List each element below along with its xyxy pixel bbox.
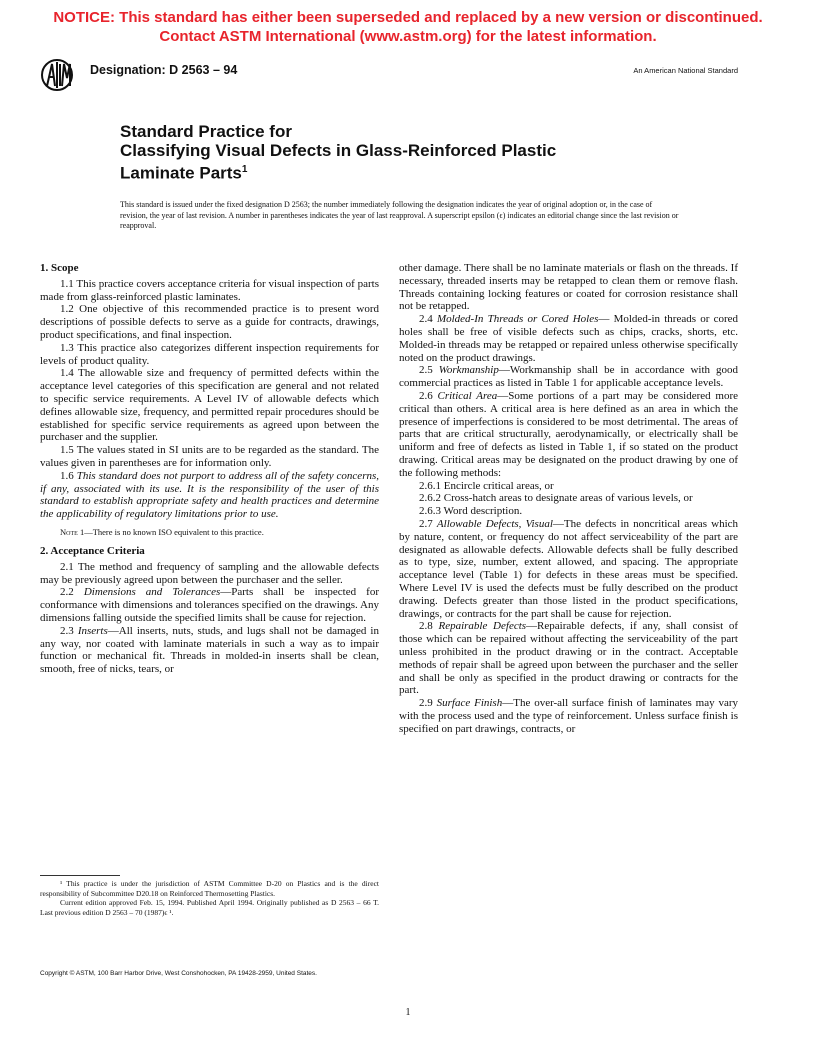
american-national-standard-label: An American National Standard — [633, 66, 738, 75]
paragraph-2-6: 2.6 Critical Area—Some portions of a part may be considered more critical than others. A critical area is here defined as an area in which the presence of imperfections is considered to be most detrimental. The areas of parts that are critical structurally, aerodynamically, or electrically shall be uniform and free of defects as listed in Table 1, if so stated on the product drawing. Critical areas may be designated on the product drawing by one of the following methods: — [399, 389, 739, 479]
title-line-1: Standard Practice for — [120, 122, 292, 141]
footnote-1: ¹ This practice is under the jurisdiction of ASTM Committee D-20 on Plastics and is the direct responsibility of Subcommittee D20.18 on Reinforced Thermosetting Plastics. — [40, 879, 379, 898]
notice-line-1: NOTICE: This standard has either been superseded and replaced by a new version or discontinued. — [53, 9, 763, 26]
designation: Designation: D 2563 – 94 — [90, 63, 238, 77]
notice-line-2: Contact ASTM International (www.astm.org) for the latest information. — [159, 28, 657, 45]
paragraph-2-4: 2.4 Molded-In Threads or Cored Holes— Molded-in threads or cored holes shall be free of visible defects such as chips, cracks, shorts, etc. Molded-in threads may be retapped or repaired unless otherwise specifically noted on the product drawings. — [399, 313, 738, 364]
document-title — [120, 122, 556, 183]
paragraph-2-5: 2.5 Workmanship—Workmanship shall be in accordance with good commercial practices as listed in Table 1 for applicable acceptance levels. — [399, 364, 738, 390]
issuance-statement: This standard is issued under the fixed designation D 2563; the number immediately following the designation indicates the year of original adoption or, in the case of revision, the year of last revision. A number in parentheses indicates the year of last reapproval. A superscript epsilon (ϵ) indicates an editorial change since the last revision or reapproval. — [120, 200, 679, 230]
paragraph-2-8: 2.8 Repairable Defects—Repairable defects, if any, shall consist of those which can be repaired without affecting the serviceability of the part unless prohibited in the product drawing or in the contract. Acceptable methods of repair shall be agreed upon between the purchaser and the seller and shall be only as specified in the product drawing or contracts for the part. — [399, 620, 738, 697]
title-line-2: Classifying Visual Defects in Glass-Reinforced Plastic — [120, 141, 557, 160]
copyright-line: Copyright © ASTM, 100 Barr Harbor Drive, West Conshohocken, PA 19428-2959, United States. — [40, 970, 317, 977]
paragraph-2-1: 2.1 The method and frequency of sampling and the allowable defects may be previously agreed upon between the purchaser and the seller. — [40, 560, 379, 586]
paragraph-2-6-3: 2.6.3 Word description. — [419, 505, 523, 518]
paragraph-1-2: 1.2 One objective of this recommended practice is to present word descriptions of possible defects to serve as a guide for contracts, drawings, product specifications, and final inspection. — [40, 303, 379, 341]
title-footnote-marker: 1 — [241, 164, 248, 175]
paragraph-2-3-continued: other damage. There shall be no laminate materials or flash on the threads. If necessary, threaded inserts may be retapped to clean them or remove flash. Threads containing locking features or coated for corrosion resistance shall not be retapped. — [399, 262, 738, 313]
section-heading-acceptance-criteria: 2. Acceptance Criteria — [40, 544, 145, 557]
paragraph-1-1: 1.1 This practice covers acceptance criteria for visual inspection of parts made from glass-reinforced plastic laminates. — [40, 277, 379, 303]
notice-banner — [0, 8, 816, 46]
right-column — [399, 262, 738, 735]
footnote-divider — [40, 875, 120, 876]
section-heading-scope: 1. Scope — [40, 262, 79, 274]
paragraph-2-6-2: 2.6.2 Cross-hatch areas to designate areas of various levels, or — [419, 492, 693, 505]
paragraph-2-9: 2.9 Surface Finish—The over-all surface finish of laminates may vary with the process used and the type of reinforcement. Unless surface finish is specified on part drawings, contracts, or — [399, 697, 739, 735]
astm-logo-icon — [40, 56, 74, 94]
footnotes — [40, 879, 379, 917]
paragraph-2-6-1: 2.6.1 Encircle critical areas, or — [419, 479, 554, 492]
paragraph-2-7: 2.7 Allowable Defects, Visual—The defects in noncritical areas which by nature, content, or frequency do not affect serviceability of the part are designated as allowable defects. Allowable defects shall be fully described as to type, size, number, extent allowed, and spacing. The appropriate acceptance level (Table 1) for defects in these areas must be specified. Where Level IV is used the defects must be fully described on the product drawing. Defects greater than those listed in the product specifications, drawings, or contracts for the part shall be cause for rejection. — [399, 517, 739, 620]
paragraph-1-4: 1.4 The allowable size and frequency of permitted defects within the acceptance level categories of this specification are general and not related to specific service requirements. A Level IV of allowable defects which defines allowable size, frequency, and permitted repair procedures should be established for specific service requirements as agreed upon between the purchaser and the supplier. — [40, 367, 379, 444]
paragraph-1-5: 1.5 The values stated in SI units are to be regarded as the standard. The values given in parentheses are for information only. — [40, 444, 379, 469]
note-1: Note 1—There is no known ISO equivalent to this practice. — [60, 526, 264, 537]
page-number: 1 — [405, 1007, 411, 1018]
paragraph-2-3: 2.3 Inserts—All inserts, nuts, studs, and lugs shall not be damaged in any way, nor coated with laminate materials in such a way as to impair function or mechanical fit. Threads in molded-in inserts shall be clean, smooth, free of nicks, tears, or — [40, 624, 379, 676]
left-column — [40, 262, 379, 676]
footnote-2: Current edition approved Feb. 15, 1994. Published April 1994. Originally published as D 2563 – 66 T. Last previous edition D 2563 – 70 (1987)ϵ ¹. — [40, 898, 379, 917]
paragraph-1-3: 1.3 This practice also categorizes different inspection requirements for levels of product quality. — [40, 341, 379, 367]
title-line-3: Laminate Parts$^1$ — [120, 163, 248, 183]
paragraph-1-6: 1.6 This standard does not purport to address all of the safety concerns, if any, associated with its use. It is the responsibility of the user of this standard to establish appropriate safety and health practices and determine the applicability of regulatory limitations prior to use. — [40, 469, 380, 521]
paragraph-2-2: 2.2 Dimensions and Tolerances—Parts shall be inspected for conformance with dimensions and tolerances specified on the drawings. Any dimensions falling outside the specified limits shall be cause for rejection. — [40, 586, 379, 624]
